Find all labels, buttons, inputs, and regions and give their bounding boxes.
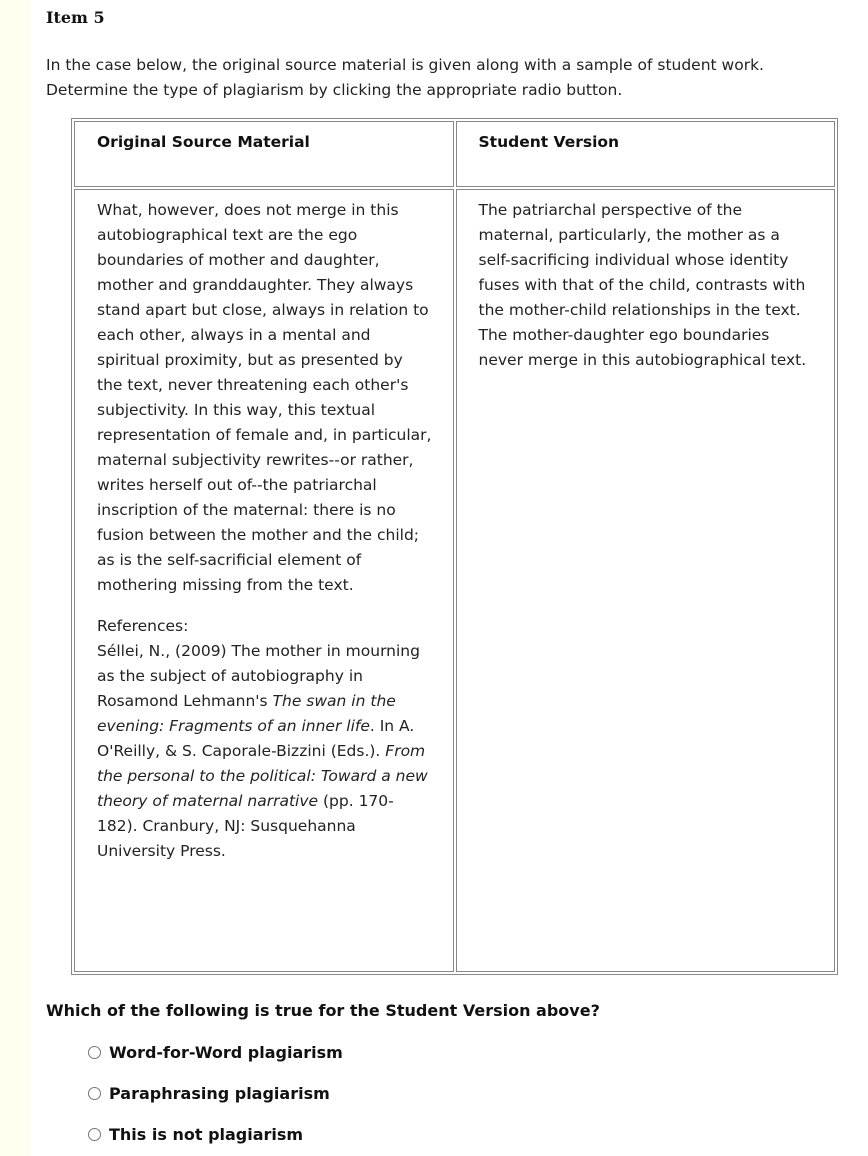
original-source-text: What, however, does not merge in this autobiographical text are the ego boundaries of mother and daughter, mother and granddaughter. They always stand apart but close, always in relation to each other, always in a mental and spiritual proximity, but as presented by the text, never threatening each other's subjectivity. In this way, this textual representation of female and, in particular, maternal subjectivity rewrites--or rather, writes herself out of--the patriarchal inscription of the maternal: there is no fusion between the mother and the child; as is the self-sacrificial element of mothering missing from the text. [97, 201, 432, 594]
comparison-table [71, 118, 838, 975]
option-word-for-word[interactable] [88, 1043, 343, 1062]
original-source-cell [74, 189, 454, 972]
student-version-cell [456, 189, 836, 972]
option-not-plagiarism[interactable] [88, 1125, 303, 1144]
student-version-header: Student Version [456, 121, 836, 187]
student-version-text: The patriarchal perspective of the maternal, particularly, the mother as a self-sacrificing individual whose identity fuses with that of the child, contrasts with the mother-child relationships in the text. The mother-daughter ego boundaries never merge in this autobiographical text. [478, 201, 807, 369]
instructions: In the case below, the original source material is given along with a sample of student work. Determine the type of plagiarism by clicking the appropriate radio button. [46, 56, 764, 99]
option-label[interactable]: This is not plagiarism [109, 1125, 304, 1144]
reference-citation: Séllei, N., (2009) The mother in mourning as the subject of autobiography in Rosamond Lehmann's The swan in the evening: Fragments of an inner life. In A. O'Reilly, & S. Caporale-Bizzini (Eds.). From the personal to the political: Toward a new theory of maternal narrative (pp. 170-182). Cranbury, NJ: Susquehanna University Press. [97, 642, 428, 860]
option-label[interactable]: Word-for-Word plagiarism [109, 1043, 343, 1062]
quiz-page [30, 0, 868, 1156]
original-source-header: Original Source Material [74, 121, 454, 187]
references [97, 614, 433, 864]
references-label: References: [97, 617, 189, 635]
radio-button[interactable] [88, 1087, 101, 1100]
radio-button[interactable] [88, 1046, 101, 1059]
question-text: Which of the following is true for the Student Version above? [46, 1001, 600, 1020]
option-paraphrasing[interactable] [88, 1084, 330, 1103]
radio-button[interactable] [88, 1128, 101, 1141]
option-label[interactable]: Paraphrasing plagiarism [109, 1084, 330, 1103]
item-title: Item 5 [46, 8, 105, 27]
